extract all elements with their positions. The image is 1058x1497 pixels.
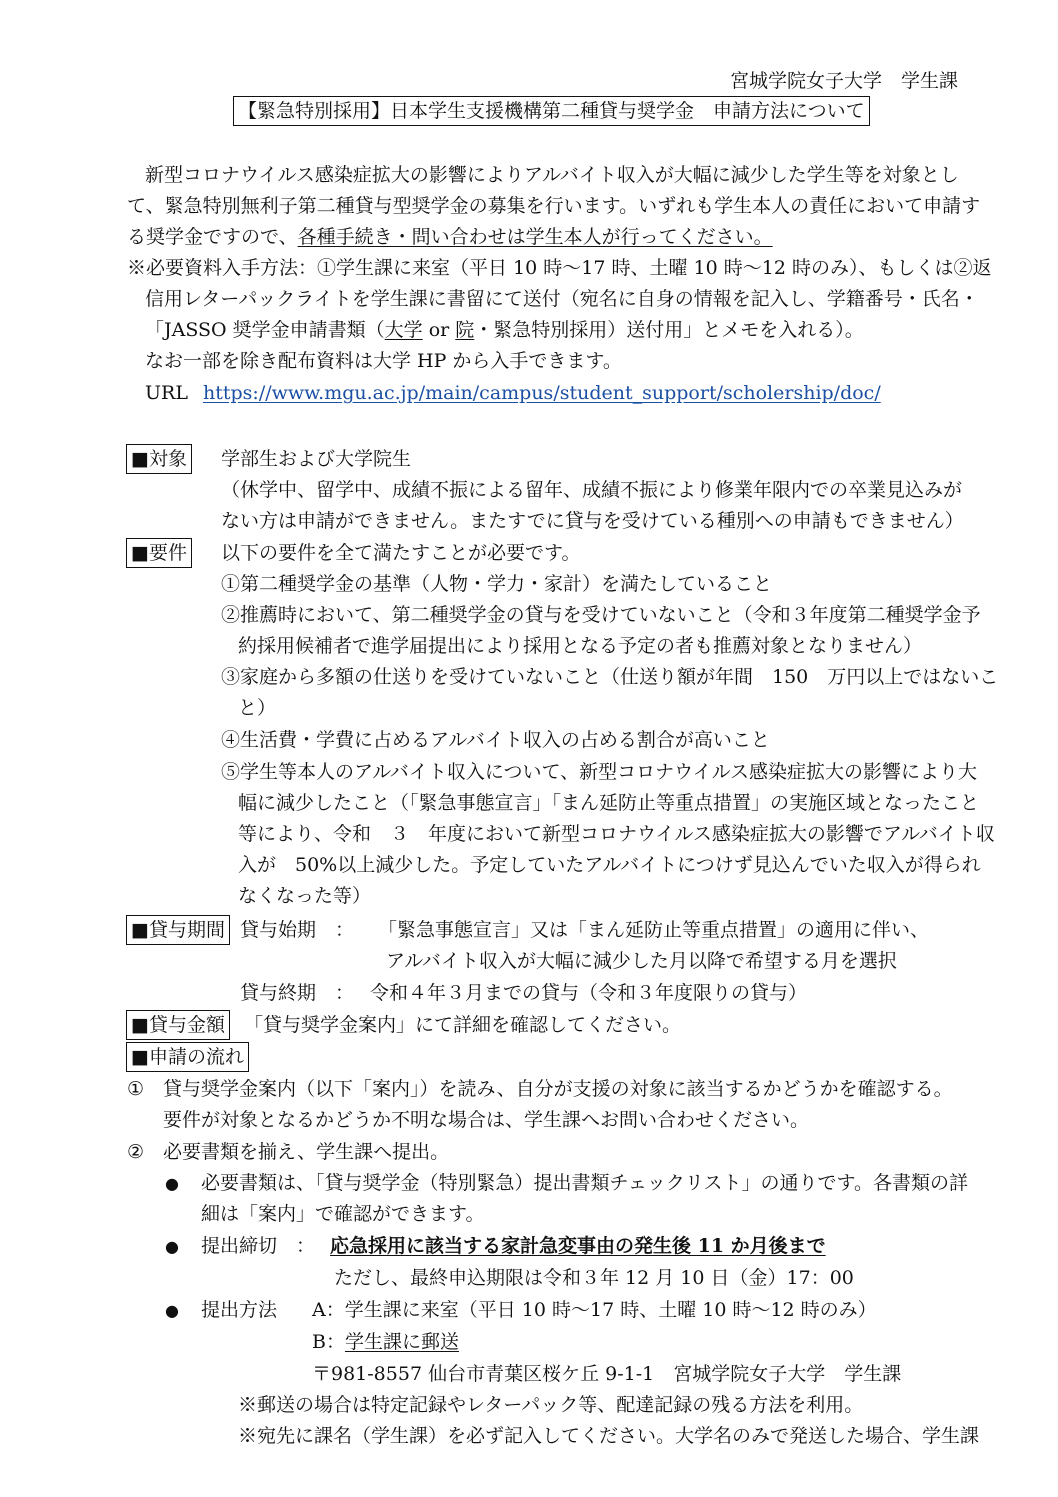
docs-line-2: 細は「案内」で確認ができます。 xyxy=(201,1203,485,1225)
deadline-sub: ただし、最終申込期限は令和３年 12 月 10 日（金）17：00 xyxy=(334,1267,854,1289)
mail-note-1: ※郵送の場合は特定記録やレターパック等、配達記録の残る方法を利用。 xyxy=(238,1394,864,1416)
office-name: 宮城学院女子大学 学生課 xyxy=(729,70,958,92)
deadline-label: 提出締切 ： xyxy=(201,1235,316,1257)
target-line-1: 学部生および大学院生 xyxy=(221,448,412,470)
bullet-icon: ● xyxy=(165,1174,179,1193)
intro-underlined-notice: 各種手続き・問い合わせは学生本人が行ってください。 xyxy=(297,226,773,248)
method-b: B：学生課に郵送 xyxy=(312,1331,459,1353)
option-undergrad: 大学 xyxy=(384,319,423,341)
flow-step1-line-1: 貸与奨学金案内（以下「案内」）を読み、自分が支援の対象に該当するかどうかを確認する。 xyxy=(163,1078,953,1100)
req-line-9: 幅に減少したこと（「緊急事態宣言」「まん延防止等重点措置」の実施区域となったこと xyxy=(238,792,980,814)
period-start-line-1: 「緊急事態宣言」又は「まん延防止等重点措置」の適用に伴い、 xyxy=(378,919,930,941)
req-line-3: ②推薦時において、第二種奨学金の貸与を受けていないこと（令和３年度第二種奨学金予 xyxy=(221,604,981,626)
bullet-icon: ● xyxy=(165,1237,179,1256)
amount-text: 「貸与奨学金案内」にて詳細を確認してください。 xyxy=(244,1014,682,1036)
note-line-4: なお一部を除き配布資料は大学 HP から入手できます。 xyxy=(145,350,622,372)
doc-url-link[interactable]: https://www.mgu.ac.jp/main/campus/student_support/scholership/doc/ xyxy=(203,382,881,404)
section-flow-label: ■申請の流れ xyxy=(126,1042,249,1072)
req-line-4: 約採用候補者で進学届提出により採用となる予定の者も推薦対象となりません） xyxy=(238,635,923,657)
docs-line-1: 必要書類は、「貸与奨学金（特別緊急）提出書類チェックリスト」の通りです。各書類の詳 xyxy=(201,1172,969,1194)
section-requirements-label: ■要件 xyxy=(126,538,192,568)
mail-note-2: ※宛先に課名（学生課）を必ず記入してください。大学名のみで発送した場合、学生課 xyxy=(238,1425,980,1447)
postal-address: 〒981-8557 仙台市青葉区桜ケ丘 9-1-1 宮城学院女子大学 学生課 xyxy=(312,1363,902,1385)
intro-line-2: て、緊急特別無利子第二種貸与型奨学金の募集を行います。いずれも学生本人の責任において申請す xyxy=(127,195,981,217)
option-grad: 院 xyxy=(455,319,475,341)
deadline-main: 応急採用に該当する家計急変事由の発生後 11 か月後まで xyxy=(330,1235,826,1257)
note-line-1: ※必要資料入手方法：①学生課に来室（平日 10 時〜17 時、土曜 10 時〜12 時のみ）、もしくは②返 xyxy=(127,257,992,279)
target-line-2: （休学中、留学中、成績不振による留年、成績不振により修業年限内での卒業見込みが xyxy=(221,479,963,501)
flow-step2-text: 必要書類を揃え、学生課へ提出。 xyxy=(163,1141,450,1163)
req-line-12: なくなった等） xyxy=(238,885,372,907)
req-line-11: 入が 50%以上減少した。予定していたアルバイトにつけず見込んでいた収入が得られ xyxy=(238,854,981,876)
req-line-5: ③家庭から多額の仕送りを受けていないこと（仕送り額が年間 150 万円以上ではないこ xyxy=(221,666,999,688)
page-title: 【緊急特別採用】日本学生支援機構第二種貸与奨学金 申請方法について xyxy=(233,96,870,126)
intro-line-3: る奨学金ですので、各種手続き・問い合わせは学生本人が行ってください。 xyxy=(127,226,773,248)
req-line-8: ⑤学生等本人のアルバイト収入について、新型コロナウイルス感染症拡大の影響により大 xyxy=(221,761,978,783)
section-period-label: ■貸与期間 xyxy=(126,915,230,945)
period-start-label: 貸与始期 ： xyxy=(240,919,355,941)
bullet-icon: ● xyxy=(165,1301,179,1320)
target-line-3: ない方は申請ができません。またすでに貸与を受けている種別への申請もできません） xyxy=(221,510,964,532)
req-line-6: と） xyxy=(238,697,277,719)
period-end-label: 貸与終期 ： xyxy=(240,982,355,1004)
period-end-text: 令和４年３月までの貸与（令和３年度限りの貸与） xyxy=(370,982,808,1004)
flow-step1-num: ① xyxy=(127,1078,145,1100)
section-amount-label: ■貸与金額 xyxy=(126,1010,230,1040)
method-label: 提出方法 xyxy=(201,1299,278,1321)
method-b-underlined: 学生課に郵送 xyxy=(344,1331,459,1353)
method-a: A：学生課に来室（平日 10 時〜17 時、土曜 10 時〜12 時のみ） xyxy=(312,1299,877,1321)
req-line-1: 以下の要件を全て満たすことが必要です。 xyxy=(221,542,581,564)
req-line-10: 等により、令和 ３ 年度において新型コロナウイルス感染症拡大の影響でアルバイト収 xyxy=(238,823,995,845)
note-line-3: 「JASSO 奨学金申請書類（大学 or 院・緊急特別採用）送付用」とメモを入れる）。 xyxy=(145,319,864,341)
intro-line-1: 新型コロナウイルス感染症拡大の影響によりアルバイト収入が大幅に減少した学生等を対象とし xyxy=(145,164,959,186)
req-line-2: ①第二種奨学金の基準（人物・学力・家計）を満たしていること xyxy=(221,573,773,595)
req-line-7: ④生活費・学費に占めるアルバイト収入の占める割合が高いこと xyxy=(221,729,770,751)
period-start-line-2: アルバイト収入が大幅に減少した月以降で希望する月を選択 xyxy=(386,950,897,972)
flow-step2-num: ② xyxy=(127,1141,145,1163)
section-target-label: ■対象 xyxy=(126,444,192,474)
url-label: URL xyxy=(145,382,188,404)
flow-step1-line-2: 要件が対象となるかどうか不明な場合は、学生課へお問い合わせください。 xyxy=(163,1109,810,1131)
note-line-2: 信用レターパックライトを学生課に書留にて送付（宛名に自身の情報を記入し、学籍番号・氏名・ xyxy=(145,288,979,310)
